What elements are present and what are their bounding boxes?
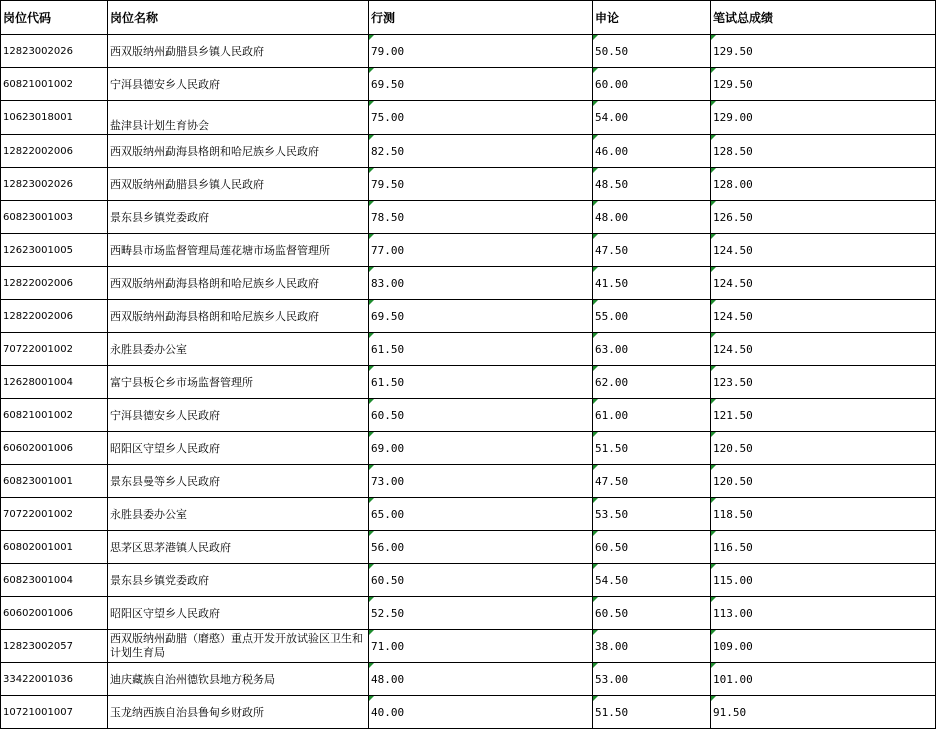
cell-total-score[interactable]: 124.50	[711, 300, 936, 333]
table-row	[1, 531, 936, 564]
cell-post-code[interactable]: 70722001002	[1, 333, 108, 366]
table-row	[1, 630, 936, 663]
table-row	[1, 267, 936, 300]
header-cell-xingce[interactable]: 行测	[369, 1, 593, 35]
cell-post-name[interactable]: 西双版纳州勐海县格朗和哈尼族乡人民政府	[108, 267, 369, 300]
cell-post-code[interactable]: 12628001004	[1, 366, 108, 399]
cell-post-name[interactable]: 富宁县板仑乡市场监督管理所	[108, 366, 369, 399]
table-row	[1, 597, 936, 630]
cell-post-code[interactable]: 10623018001	[1, 101, 108, 135]
cell-post-code[interactable]: 12822002006	[1, 135, 108, 168]
table-row	[1, 432, 936, 465]
cell-post-name[interactable]: 西双版纳州勐海县格朗和哈尼族乡人民政府	[108, 135, 369, 168]
header-cell-total-score[interactable]: 笔试总成绩	[711, 1, 936, 35]
cell-xingce[interactable]: 48.00	[369, 663, 593, 696]
table-row	[1, 465, 936, 498]
cell-total-score[interactable]: 121.50	[711, 399, 936, 432]
cell-post-name[interactable]: 西双版纳州勐海县格朗和哈尼族乡人民政府	[108, 300, 369, 333]
table-row	[1, 333, 936, 366]
cell-post-code[interactable]: 60602001006	[1, 597, 108, 630]
cell-xingce[interactable]: 79.50	[369, 168, 593, 201]
cell-post-code[interactable]: 60823001003	[1, 201, 108, 234]
cell-xingce[interactable]: 56.00	[369, 531, 593, 564]
cell-total-score[interactable]: 120.50	[711, 465, 936, 498]
cell-shenlun[interactable]: 62.00	[593, 366, 711, 399]
table-body	[1, 35, 936, 729]
cell-post-name[interactable]: 永胜县委办公室	[108, 498, 369, 531]
cell-xingce[interactable]: 60.50	[369, 564, 593, 597]
cell-shenlun[interactable]: 54.00	[593, 101, 711, 135]
cell-xingce[interactable]: 61.50	[369, 333, 593, 366]
cell-xingce[interactable]: 82.50	[369, 135, 593, 168]
cell-xingce[interactable]: 83.00	[369, 267, 593, 300]
cell-shenlun[interactable]: 41.50	[593, 267, 711, 300]
table-row	[1, 35, 936, 68]
cell-total-score[interactable]: 124.50	[711, 267, 936, 300]
cell-post-name[interactable]: 景东县乡镇党委政府	[108, 201, 369, 234]
header-cell-post-code[interactable]: 岗位代码	[1, 1, 108, 35]
cell-xingce[interactable]: 52.50	[369, 597, 593, 630]
cell-xingce[interactable]: 69.50	[369, 68, 593, 101]
cell-post-name[interactable]: 西双版纳州勐腊县乡镇人民政府	[108, 35, 369, 68]
cell-total-score[interactable]: 128.50	[711, 135, 936, 168]
cell-xingce[interactable]: 71.00	[369, 630, 593, 663]
cell-post-code[interactable]: 12823002026	[1, 35, 108, 68]
cell-total-score[interactable]: 120.50	[711, 432, 936, 465]
table-row	[1, 366, 936, 399]
cell-post-code[interactable]: 12823002026	[1, 168, 108, 201]
cell-post-code[interactable]: 70722001002	[1, 498, 108, 531]
cell-post-code[interactable]: 10721001007	[1, 696, 108, 729]
cell-shenlun[interactable]: 63.00	[593, 333, 711, 366]
cell-post-name[interactable]: 昭阳区守望乡人民政府	[108, 432, 369, 465]
cell-post-code[interactable]: 60821001002	[1, 68, 108, 101]
cell-total-score[interactable]: 101.00	[711, 663, 936, 696]
cell-post-name[interactable]: 永胜县委办公室	[108, 333, 369, 366]
cell-total-score[interactable]: 124.50	[711, 234, 936, 267]
cell-total-score[interactable]: 115.00	[711, 564, 936, 597]
cell-xingce[interactable]: 75.00	[369, 101, 593, 135]
cell-shenlun[interactable]: 60.50	[593, 597, 711, 630]
table-row	[1, 498, 936, 531]
table-row	[1, 68, 936, 101]
cell-xingce[interactable]: 61.50	[369, 366, 593, 399]
cell-post-name[interactable]: 西双版纳州勐腊县乡镇人民政府	[108, 168, 369, 201]
header-cell-shenlun[interactable]: 申论	[593, 1, 711, 35]
cell-total-score[interactable]: 129.00	[711, 101, 936, 135]
table-row	[1, 168, 936, 201]
cell-total-score[interactable]: 129.50	[711, 68, 936, 101]
cell-shenlun[interactable]: 47.50	[593, 465, 711, 498]
table-row	[1, 564, 936, 597]
header-cell-post-name[interactable]: 岗位名称	[108, 1, 369, 35]
cell-shenlun[interactable]: 46.00	[593, 135, 711, 168]
cell-total-score[interactable]: 124.50	[711, 333, 936, 366]
cell-shenlun[interactable]: 50.50	[593, 35, 711, 68]
cell-post-code[interactable]: 60602001006	[1, 432, 108, 465]
cell-total-score[interactable]: 123.50	[711, 366, 936, 399]
cell-shenlun[interactable]: 53.50	[593, 498, 711, 531]
cell-xingce[interactable]: 73.00	[369, 465, 593, 498]
cell-shenlun[interactable]: 55.00	[593, 300, 711, 333]
cell-post-name[interactable]: 景东县曼等乡人民政府	[108, 465, 369, 498]
cell-post-code[interactable]: 60823001001	[1, 465, 108, 498]
table-row	[1, 201, 936, 234]
cell-shenlun[interactable]: 47.50	[593, 234, 711, 267]
cell-post-name[interactable]: 景东县乡镇党委政府	[108, 564, 369, 597]
cell-xingce[interactable]: 60.50	[369, 399, 593, 432]
cell-shenlun[interactable]: 54.50	[593, 564, 711, 597]
cell-total-score[interactable]: 128.00	[711, 168, 936, 201]
cell-post-code[interactable]: 12822002006	[1, 300, 108, 333]
cell-shenlun[interactable]: 61.00	[593, 399, 711, 432]
cell-post-code[interactable]: 60823001004	[1, 564, 108, 597]
cell-total-score[interactable]: 118.50	[711, 498, 936, 531]
table-row	[1, 399, 936, 432]
cell-xingce[interactable]: 78.50	[369, 201, 593, 234]
cell-xingce[interactable]: 40.00	[369, 696, 593, 729]
cell-post-name[interactable]: 盐津县计划生育协会	[108, 101, 369, 135]
cell-post-code[interactable]: 12822002006	[1, 267, 108, 300]
cell-total-score[interactable]: 116.50	[711, 531, 936, 564]
cell-post-name[interactable]: 宁洱县德安乡人民政府	[108, 399, 369, 432]
cell-shenlun[interactable]: 60.50	[593, 531, 711, 564]
cell-post-name[interactable]: 玉龙纳西族自治县鲁甸乡财政所	[108, 696, 369, 729]
table-row	[1, 135, 936, 168]
header-row	[1, 1, 936, 35]
cell-post-name[interactable]: 西双版纳州勐腊（磨憨）重点开发开放试验区卫生和计划生育局	[108, 630, 369, 663]
cell-post-name[interactable]: 迪庆藏族自治州德钦县地方税务局	[108, 663, 369, 696]
cell-total-score[interactable]: 126.50	[711, 201, 936, 234]
cell-shenlun[interactable]: 51.50	[593, 696, 711, 729]
cell-post-code[interactable]: 12823002057	[1, 630, 108, 663]
cell-xingce[interactable]: 69.50	[369, 300, 593, 333]
cell-xingce[interactable]: 65.00	[369, 498, 593, 531]
cell-xingce[interactable]: 79.00	[369, 35, 593, 68]
cell-total-score[interactable]: 113.00	[711, 597, 936, 630]
cell-post-code[interactable]: 60802001001	[1, 531, 108, 564]
cell-xingce[interactable]: 77.00	[369, 234, 593, 267]
cell-post-code[interactable]: 60821001002	[1, 399, 108, 432]
cell-xingce[interactable]: 69.00	[369, 432, 593, 465]
cell-shenlun[interactable]: 51.50	[593, 432, 711, 465]
cell-shenlun[interactable]: 38.00	[593, 630, 711, 663]
table-row	[1, 234, 936, 267]
cell-total-score[interactable]: 129.50	[711, 35, 936, 68]
cell-post-name[interactable]: 昭阳区守望乡人民政府	[108, 597, 369, 630]
table-row	[1, 663, 936, 696]
cell-shenlun[interactable]: 60.00	[593, 68, 711, 101]
cell-total-score[interactable]: 91.50	[711, 696, 936, 729]
cell-shenlun[interactable]: 48.50	[593, 168, 711, 201]
table-row	[1, 101, 936, 135]
cell-total-score[interactable]: 109.00	[711, 630, 936, 663]
cell-post-name[interactable]: 宁洱县德安乡人民政府	[108, 68, 369, 101]
cell-shenlun[interactable]: 48.00	[593, 201, 711, 234]
cell-post-code[interactable]: 33422001036	[1, 663, 108, 696]
cell-post-name[interactable]: 西畴县市场监督管理局莲花塘市场监督管理所	[108, 234, 369, 267]
cell-post-name[interactable]: 思茅区思茅港镇人民政府	[108, 531, 369, 564]
cell-shenlun[interactable]: 53.00	[593, 663, 711, 696]
table-row	[1, 696, 936, 729]
table-row	[1, 300, 936, 333]
cell-post-code[interactable]: 12623001005	[1, 234, 108, 267]
